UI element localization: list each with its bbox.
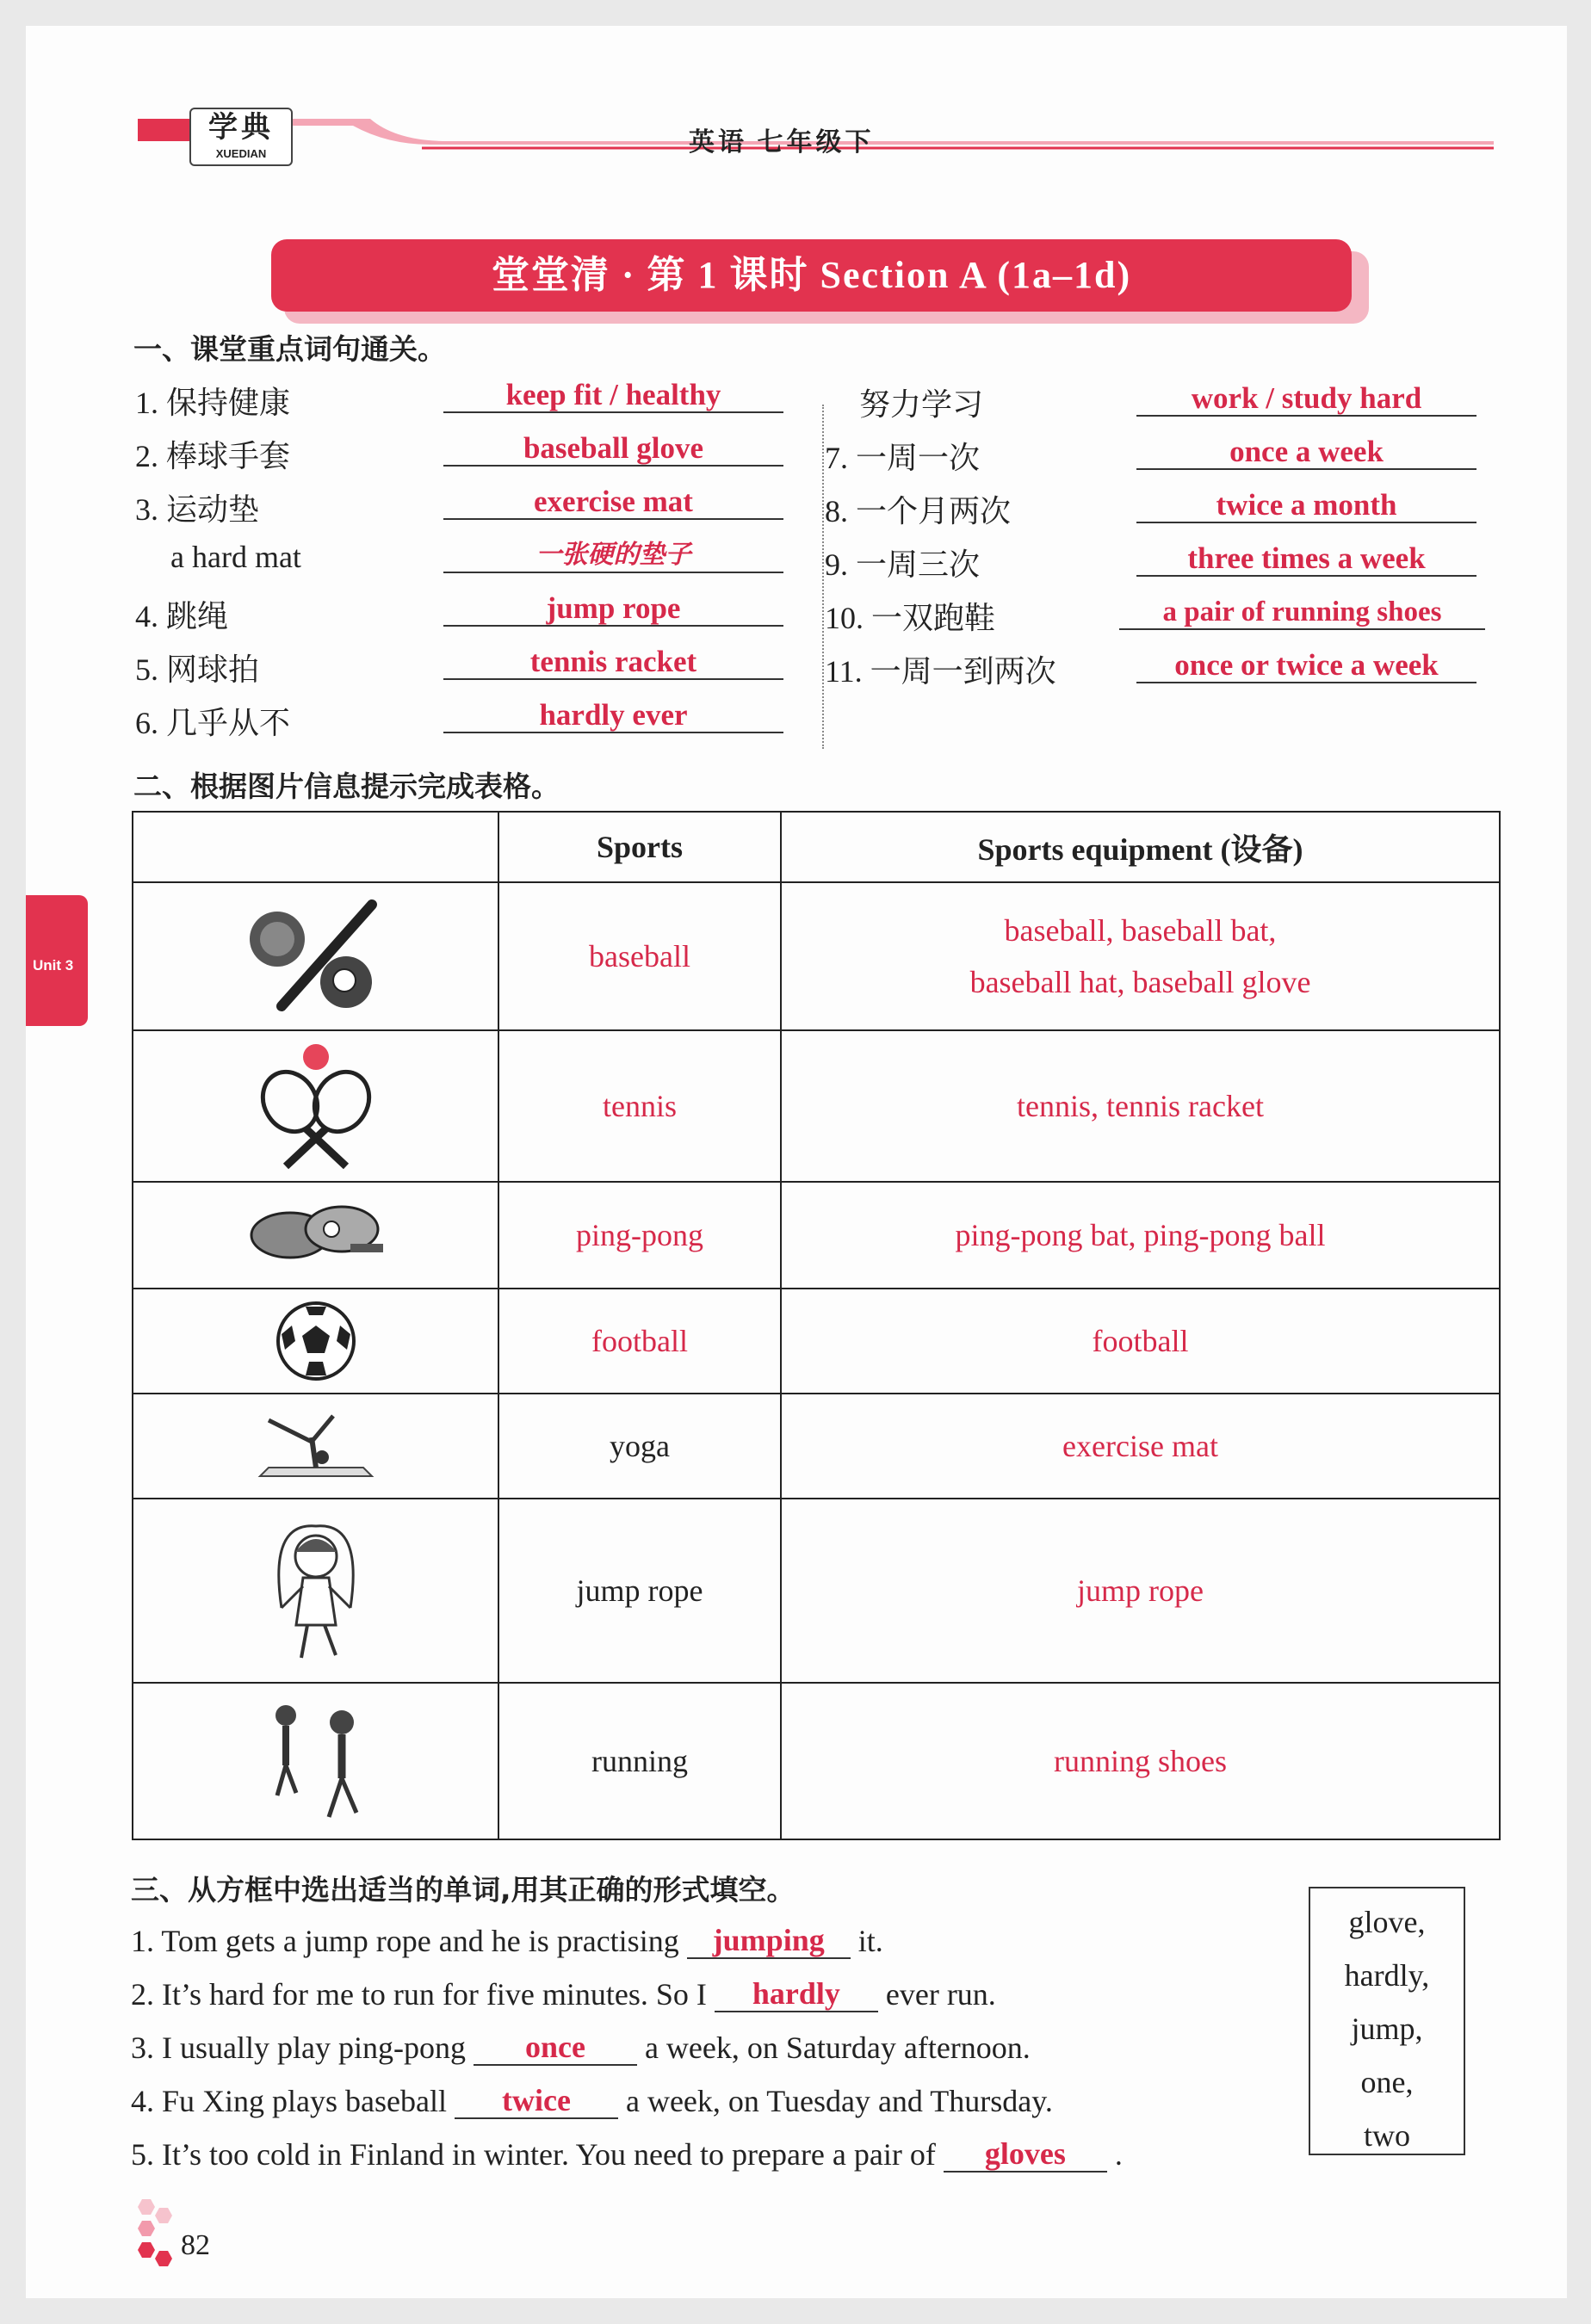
word-box-item: hardly, <box>1344 1958 1430 1993</box>
hexagon-decoration-icon <box>129 2195 181 2272</box>
header-sports: Sports <box>498 812 781 882</box>
baseball-icon <box>243 896 389 1017</box>
column-divider <box>822 405 824 749</box>
equipment-line: baseball, baseball bat, <box>1004 913 1277 948</box>
sentence-answer: hardly <box>715 1976 878 2012</box>
vocab-answer: three times a week <box>1136 542 1476 577</box>
vocab-label: 8. 一个月两次 <box>825 494 1012 528</box>
vocab-label: 10. 一双跑鞋 <box>825 601 996 635</box>
vocab-label: 6. 几乎从不 <box>135 706 291 740</box>
sport-answer: ping-pong <box>498 1182 781 1289</box>
vocab-answer: keep fit / healthy <box>443 379 783 413</box>
sentence-answer: once <box>474 2030 637 2066</box>
vocab-answer: exercise mat <box>443 485 783 520</box>
sentence-pre: 1. Tom gets a jump rope and he is practising <box>131 1924 679 1958</box>
unit-side-tab <box>26 895 88 1026</box>
sentence-post: ever run. <box>885 1977 996 2012</box>
vocab-label: 3. 运动垫 <box>135 492 260 527</box>
table-row <box>133 882 1500 1030</box>
vocab-answer: hardly ever <box>443 699 783 733</box>
vocab-label: a hard mat <box>170 540 301 574</box>
sentence-pre: 2. It’s hard for me to run for five minutes. So I <box>131 1977 707 2012</box>
table-row <box>133 1394 1500 1499</box>
picture-cell <box>133 882 498 1030</box>
yoga-icon <box>251 1407 381 1485</box>
equipment-answer: ping-pong bat, ping-pong ball <box>781 1182 1500 1289</box>
picture-cell <box>133 1683 498 1839</box>
sport-label: yoga <box>498 1394 781 1499</box>
vocab-label: 11. 一周一到两次 <box>825 654 1056 689</box>
sport-answer: football <box>498 1289 781 1394</box>
sentence-post: it. <box>857 1924 883 1958</box>
logo-cn: 学典 <box>208 112 274 144</box>
vocab-answer: work / study hard <box>1136 382 1476 417</box>
fill-sentence <box>131 2083 1053 2119</box>
page-number: 82 <box>181 2229 210 2261</box>
sentence-answer: gloves <box>944 2136 1107 2173</box>
table-row <box>133 1499 1500 1683</box>
picture-cell <box>133 1289 498 1394</box>
table-row <box>133 1030 1500 1182</box>
fill-sentence <box>131 1923 883 1959</box>
equipment-line: baseball hat, baseball glove <box>969 965 1311 999</box>
sentence-pre: 5. It’s too cold in Finland in winter. You need to prepare a pair of <box>131 2137 936 2172</box>
equipment-answer <box>781 882 1500 1030</box>
page <box>26 26 1567 2298</box>
sentence-pre: 3. I usually play ping-pong <box>131 2030 466 2065</box>
vocab-answer: 一张硬的垫子 <box>443 539 783 573</box>
fill-sentence <box>131 1976 996 2012</box>
running-icon <box>260 1697 372 1826</box>
vocab-answer: a pair of running shoes <box>1119 596 1485 630</box>
vocab-label: 4. 跳绳 <box>135 599 229 634</box>
header-picture-cell <box>133 812 498 882</box>
section1-heading: 一、课堂重点词句通关。 <box>133 332 446 366</box>
vocab-label: 9. 一周三次 <box>825 547 981 582</box>
vocab-answer: baseball glove <box>443 432 783 467</box>
vocab-answer: jump rope <box>443 592 783 627</box>
book-title: 英语 七年级下 <box>689 128 875 157</box>
equipment-answer: exercise mat <box>781 1394 1500 1499</box>
word-box-item: glove, <box>1348 1905 1426 1939</box>
table-row <box>133 1683 1500 1839</box>
fill-sentence <box>131 2030 1031 2066</box>
vocab-label: 2. 棒球手套 <box>135 439 291 473</box>
sport-answer: tennis <box>498 1030 781 1182</box>
equipment-answer: running shoes <box>781 1683 1500 1839</box>
ping-pong-icon <box>247 1196 385 1274</box>
word-box-item: one, <box>1360 2065 1414 2099</box>
sport-label: jump rope <box>498 1499 781 1683</box>
lesson-banner: 堂堂清 · 第 1 课时 Section A (1a–1d) <box>271 239 1352 312</box>
word-box-item: jump, <box>1351 2012 1423 2046</box>
table-row <box>133 1182 1500 1289</box>
picture-cell <box>133 1030 498 1182</box>
equipment-answer: jump rope <box>781 1499 1500 1683</box>
section3-heading: 三、从方框中选出适当的单词,用其正确的形式填空。 <box>131 1873 796 1907</box>
sentence-pre: 4. Fu Xing plays baseball <box>131 2084 447 2118</box>
brand-logo <box>189 108 293 166</box>
vocab-answer: once a week <box>1136 436 1476 470</box>
equipment-answer: football <box>781 1289 1500 1394</box>
table-row <box>133 1289 1500 1394</box>
picture-cell <box>133 1182 498 1289</box>
sport-label: running <box>498 1683 781 1839</box>
tennis-icon <box>251 1041 381 1171</box>
picture-cell <box>133 1394 498 1499</box>
vocab-label: 1. 保持健康 <box>135 386 291 420</box>
equipment-answer: tennis, tennis racket <box>781 1030 1500 1182</box>
sports-table <box>132 811 1501 1840</box>
unit-label: Unit 3 <box>33 957 74 973</box>
jump-rope-icon <box>260 1513 372 1668</box>
sentence-answer: twice <box>455 2083 618 2119</box>
vocab-label: 7. 一周一次 <box>825 441 981 475</box>
vocab-label: 努力学习 <box>859 387 984 422</box>
word-box <box>1309 1887 1465 2155</box>
word-box-item: two <box>1364 2118 1410 2153</box>
sport-answer: baseball <box>498 882 781 1030</box>
sentence-post: . <box>1114 2137 1123 2172</box>
sentence-post: a week, on Tuesday and Thursday. <box>625 2084 1053 2118</box>
picture-cell <box>133 1499 498 1683</box>
sentence-post: a week, on Saturday afternoon. <box>644 2030 1031 2065</box>
sentence-answer: jumping <box>687 1923 851 1959</box>
header-equipment: Sports equipment (设备) <box>781 812 1500 882</box>
logo-en: XUEDIAN <box>215 147 267 160</box>
fill-sentence <box>131 2136 1123 2173</box>
vocab-label: 5. 网球拍 <box>135 652 260 687</box>
table-header-row <box>133 812 1500 882</box>
vocab-answer: twice a month <box>1136 489 1476 523</box>
football-icon <box>275 1300 357 1382</box>
vocab-answer: once or twice a week <box>1136 649 1476 683</box>
vocab-answer: tennis racket <box>443 646 783 680</box>
section2-heading: 二、根据图片信息提示完成表格。 <box>133 770 560 803</box>
